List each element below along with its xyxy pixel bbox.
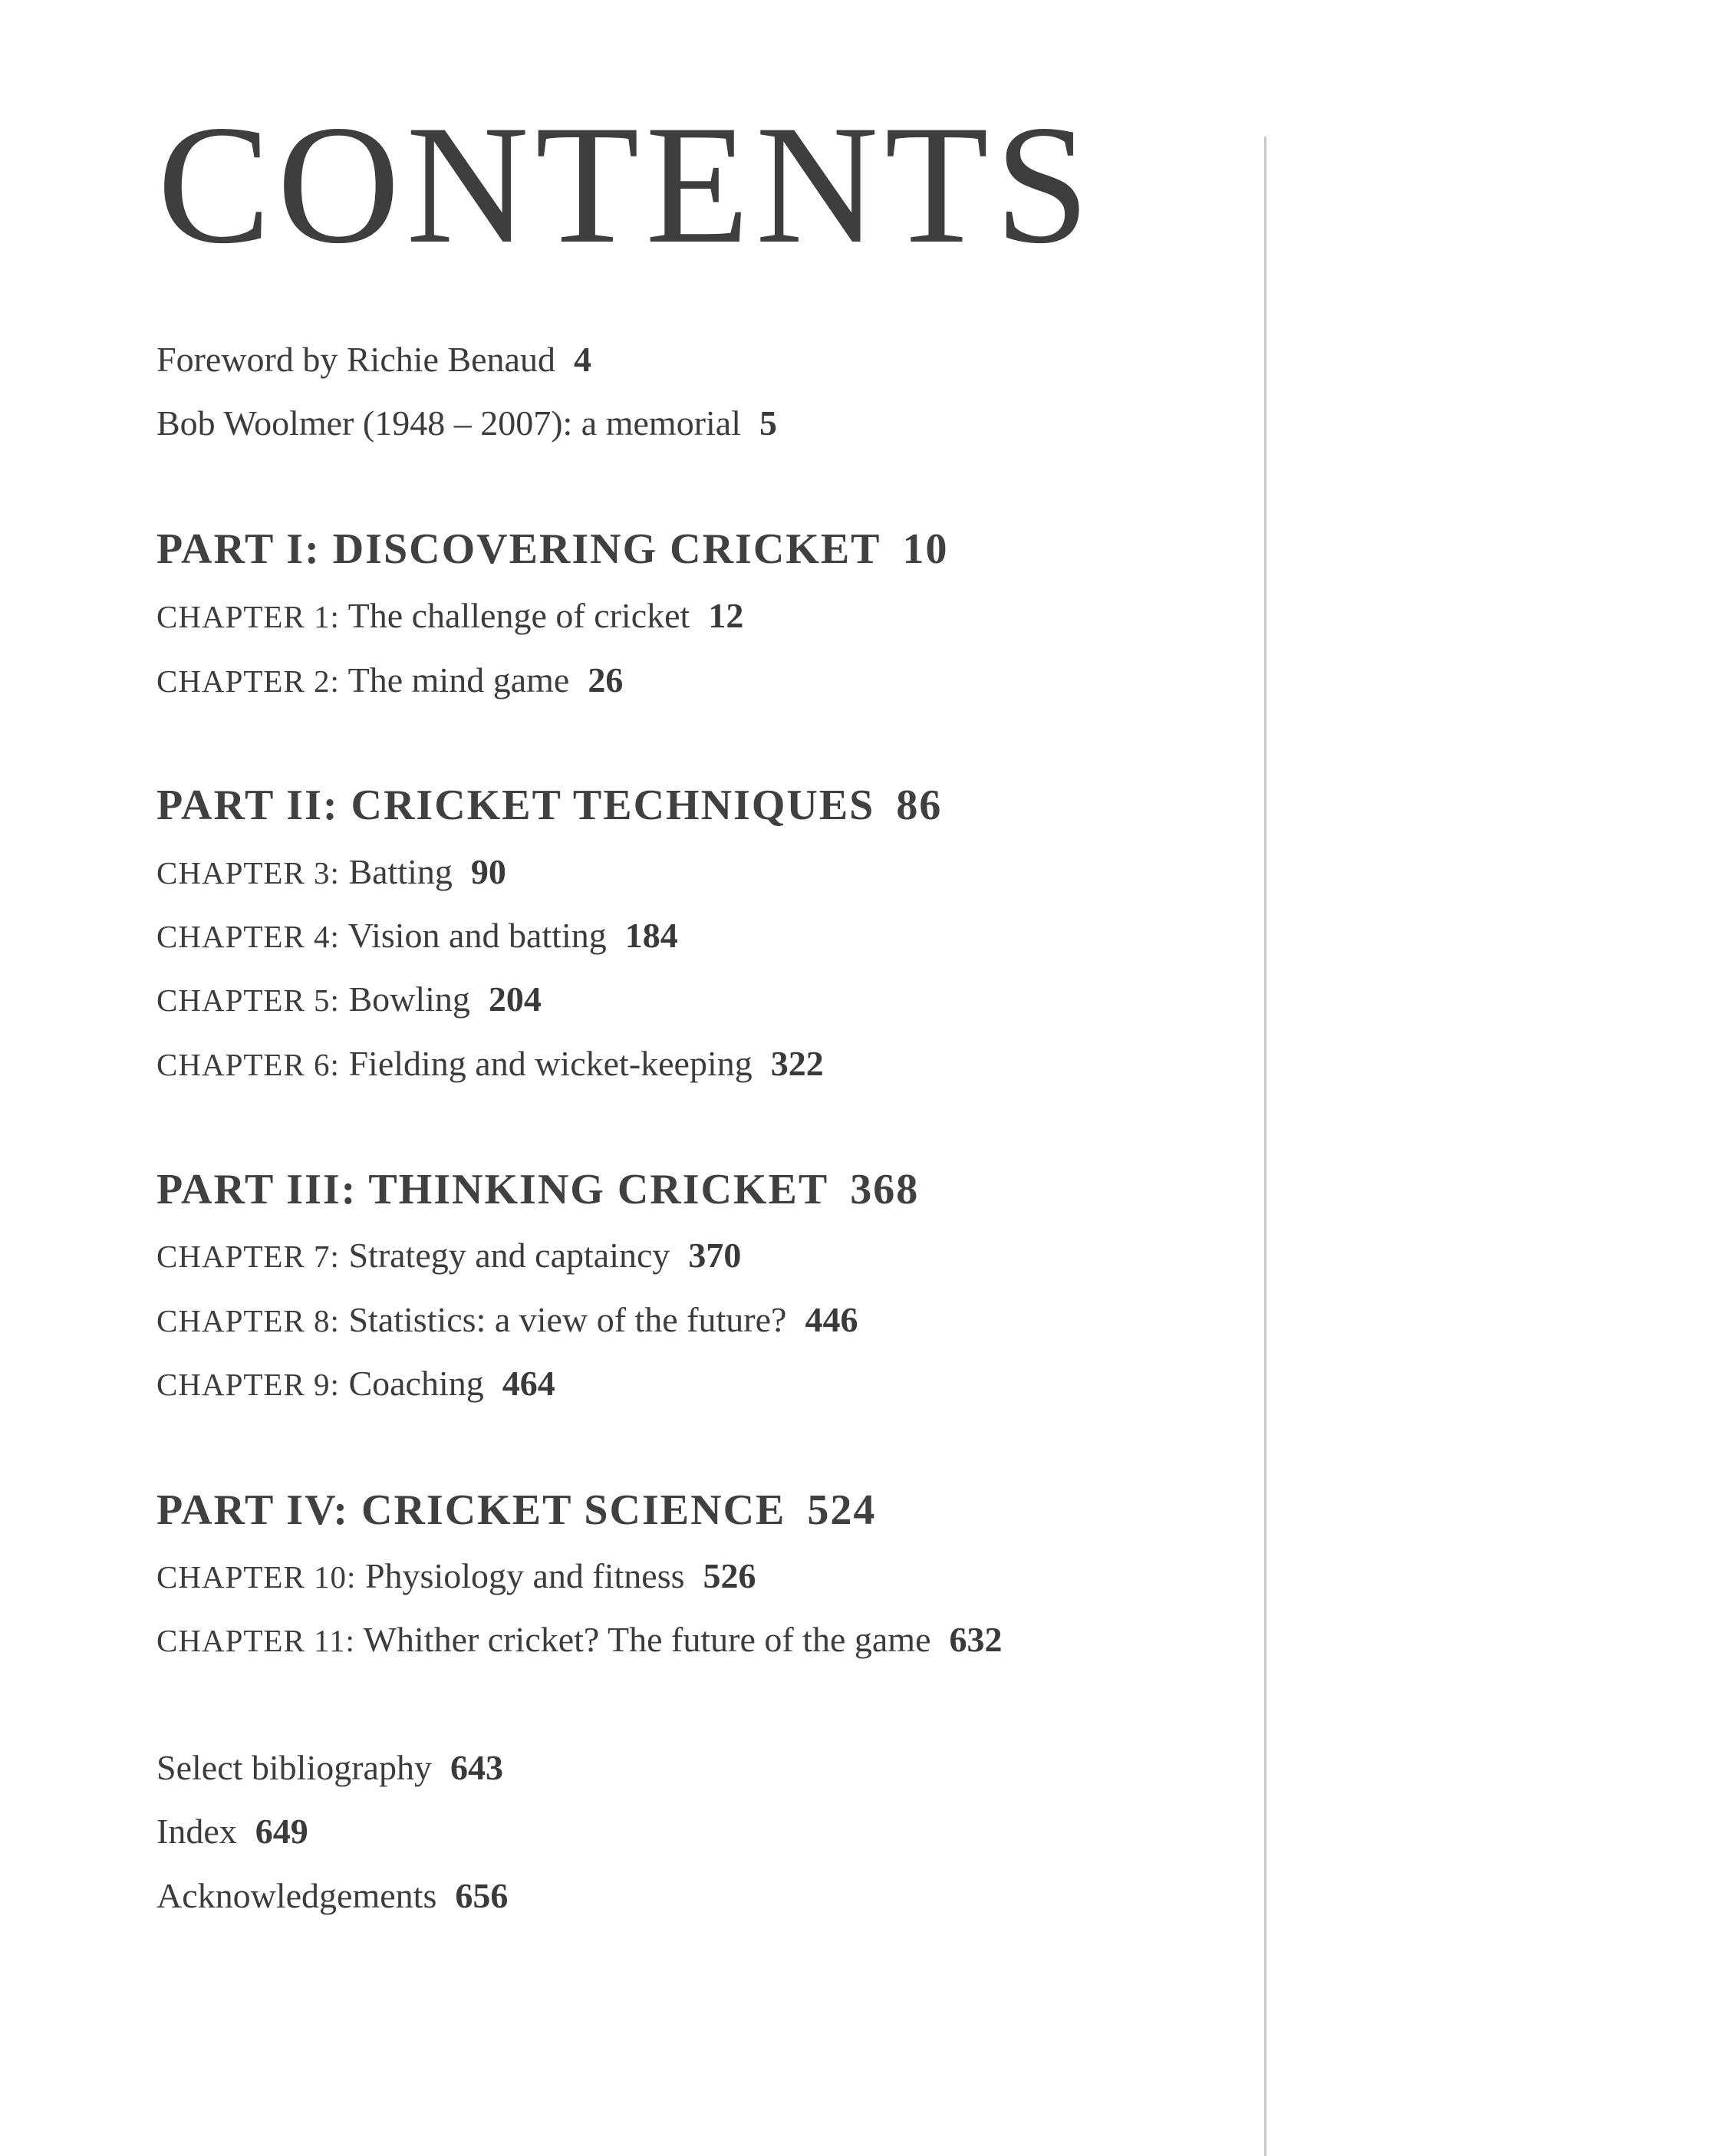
chapter-title: Bowling bbox=[348, 979, 470, 1019]
chapter-title: Whither cricket? The future of the game bbox=[363, 1620, 931, 1659]
page-number: 4 bbox=[573, 340, 591, 379]
page-number: 322 bbox=[770, 1044, 824, 1083]
chapter-title: Strategy and captaincy bbox=[348, 1236, 670, 1275]
chapter-title: Physiology and fitness bbox=[364, 1556, 685, 1595]
toc-chapter-2[interactable] bbox=[156, 660, 624, 699]
toc-chapter-1[interactable] bbox=[156, 598, 743, 634]
entry-label: Acknowledgements bbox=[156, 1876, 437, 1915]
toc-part-4[interactable] bbox=[156, 1486, 877, 1534]
page-number: 368 bbox=[850, 1166, 920, 1213]
entry-label: Select bibliography bbox=[156, 1748, 432, 1787]
page-number: 86 bbox=[896, 782, 943, 829]
page-number: 446 bbox=[805, 1300, 858, 1339]
chapter-title: Vision and batting bbox=[347, 916, 607, 955]
chapter-prefix: CHAPTER 1: bbox=[156, 599, 340, 634]
chapter-title: Batting bbox=[348, 852, 453, 891]
toc-chapter-9[interactable] bbox=[156, 1366, 555, 1401]
toc-chapter-3[interactable] bbox=[156, 854, 506, 890]
chapter-title: The mind game bbox=[347, 660, 570, 699]
toc-chapter-6[interactable] bbox=[156, 1046, 824, 1081]
toc-chapter-4[interactable] bbox=[156, 918, 678, 953]
chapter-title: Fielding and wicket-keeping bbox=[348, 1044, 753, 1083]
part-label: PART IV: CRICKET SCIENCE bbox=[156, 1486, 786, 1534]
toc-part-1[interactable] bbox=[156, 525, 949, 573]
page-number: 204 bbox=[488, 979, 542, 1019]
page-number: 656 bbox=[455, 1876, 509, 1915]
part-label: PART III: THINKING CRICKET bbox=[156, 1166, 829, 1213]
toc-entry-foreword[interactable] bbox=[156, 342, 591, 377]
part-label: PART II: CRICKET TECHNIQUES bbox=[156, 782, 875, 829]
toc-chapter-5[interactable] bbox=[156, 979, 542, 1019]
chapter-prefix: CHAPTER 7: bbox=[156, 1239, 340, 1274]
page-gutter-line bbox=[1264, 137, 1266, 2156]
chapter-prefix: CHAPTER 10: bbox=[156, 1559, 357, 1595]
chapter-prefix: CHAPTER 2: bbox=[156, 663, 340, 699]
toc-part-3[interactable] bbox=[156, 1168, 919, 1211]
entry-label: Index bbox=[156, 1812, 237, 1851]
page-number: 526 bbox=[703, 1556, 756, 1595]
chapter-prefix: CHAPTER 8: bbox=[156, 1303, 340, 1338]
chapter-prefix: CHAPTER 9: bbox=[156, 1367, 340, 1402]
toc-chapter-10[interactable] bbox=[156, 1556, 756, 1595]
page-number: 184 bbox=[624, 916, 678, 955]
toc-entry-acknowledgements[interactable] bbox=[156, 1878, 508, 1914]
chapter-prefix: CHAPTER 3: bbox=[156, 855, 340, 890]
page-number: 524 bbox=[807, 1486, 877, 1534]
page-number: 370 bbox=[688, 1236, 742, 1275]
chapter-prefix: CHAPTER 5: bbox=[156, 983, 340, 1018]
page-number: 649 bbox=[255, 1812, 308, 1851]
entry-label: Bob Woolmer (1948 – 2007): a memorial bbox=[156, 403, 741, 443]
page-title: CONTENTS bbox=[157, 91, 1096, 279]
chapter-prefix: CHAPTER 6: bbox=[156, 1047, 340, 1082]
chapter-prefix: CHAPTER 11: bbox=[156, 1623, 355, 1658]
part-label: PART I: DISCOVERING CRICKET bbox=[156, 525, 881, 573]
entry-label: Foreword by Richie Benaud bbox=[156, 340, 555, 379]
toc-chapter-11[interactable] bbox=[156, 1622, 1003, 1657]
chapter-title: Coaching bbox=[348, 1364, 484, 1403]
page-number: 10 bbox=[902, 525, 949, 573]
toc-entry-memorial[interactable] bbox=[156, 403, 777, 443]
chapter-prefix: CHAPTER 4: bbox=[156, 919, 340, 954]
toc-chapter-8[interactable] bbox=[156, 1302, 858, 1338]
page-number: 464 bbox=[502, 1364, 555, 1403]
page-number: 26 bbox=[588, 660, 624, 699]
page-number: 12 bbox=[708, 596, 744, 635]
toc-entry-bibliography[interactable] bbox=[156, 1750, 503, 1786]
chapter-title: Statistics: a view of the future? bbox=[348, 1300, 787, 1339]
page-number: 643 bbox=[450, 1748, 503, 1787]
chapter-title: The challenge of cricket bbox=[347, 596, 690, 635]
page-number: 632 bbox=[949, 1620, 1003, 1659]
toc-chapter-7[interactable] bbox=[156, 1238, 741, 1273]
page-number: 90 bbox=[470, 852, 506, 891]
toc-entry-index[interactable] bbox=[156, 1814, 308, 1849]
page-number: 5 bbox=[759, 403, 777, 443]
toc-part-2[interactable] bbox=[156, 784, 942, 827]
